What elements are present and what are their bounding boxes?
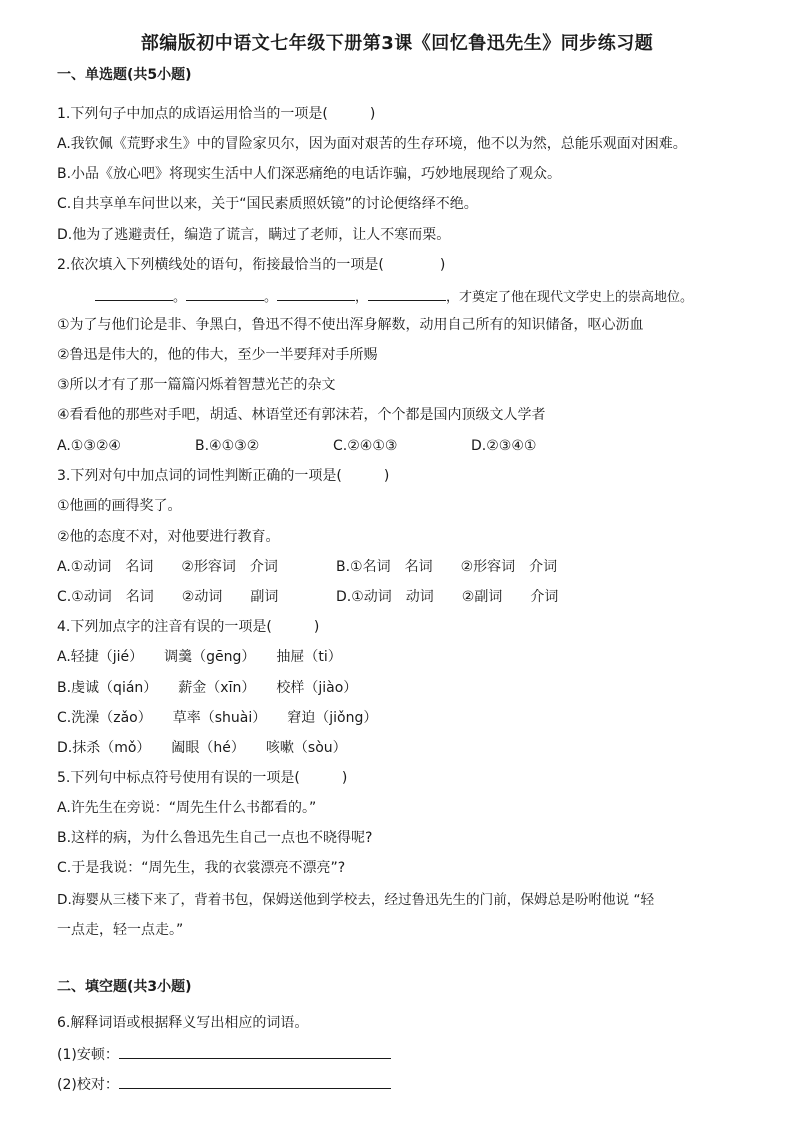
question-3-option-b: B.①名词 名词 ②形容词 介词 [336, 559, 558, 575]
question-5-option-b: B.这样的病，为什么鲁迅先生自己一点也不晓得呢? [57, 830, 373, 846]
question-2-option-c: C.②④①③ [333, 438, 398, 454]
question-6-item-2 [57, 1074, 391, 1094]
answer-blank[interactable] [186, 286, 264, 301]
question-5-option-a: A.许先生在旁说：“周先生什么书都看的。” [57, 800, 317, 816]
question-2-sentence-1: ①为了与他们论是非、争黑白，鲁迅不得不使出浑身解数，动用自己所有的知识储备，呕心沥血 [57, 317, 644, 333]
section-heading-fill-in: 二、填空题(共3小题) [57, 979, 192, 995]
question-3-option-d: D.①动词 动词 ②副词 介词 [336, 589, 559, 605]
question-6-item-1 [57, 1044, 391, 1064]
blank-separator: 。 [173, 290, 187, 305]
answer-blank[interactable] [95, 286, 173, 301]
question-2-stem: 2.依次填入下列横线处的语句，衔接最恰当的一项是( ) [57, 257, 446, 273]
question-4-stem: 4.下列加点字的注音有误的一项是( ) [57, 619, 320, 635]
question-5-stem: 5.下列句中标点符号使用有误的一项是( ) [57, 770, 348, 786]
question-3-option-a: A.①动词 名词 ②形容词 介词 [57, 559, 278, 575]
question-1-option-b: B.小品《放心吧》将现实生活中人们深恶痛绝的电话诈骗，巧妙地展现给了观众。 [57, 166, 562, 182]
page-title: 部编版初中语文七年级下册第3课《回忆鲁迅先生》同步练习题 [140, 33, 654, 54]
question-2-sentence-4: ④看看他的那些对手吧，胡适、林语堂还有郭沫若，个个都是国内顶级文人学者 [57, 407, 546, 423]
question-4-option-a: A.轻捷（jié） 调羹（gēng） 抽屉（ti） [57, 649, 342, 665]
answer-blank[interactable] [277, 286, 355, 301]
item-label: (2)校对： [57, 1077, 119, 1093]
fill-line-tail: ，才奠定了他在现代文学史上的崇高地位。 [446, 290, 694, 305]
answer-blank[interactable] [119, 1044, 391, 1059]
answer-blank[interactable] [368, 286, 446, 301]
question-2-fill-line [95, 286, 693, 307]
blank-separator: 。 [264, 290, 278, 305]
question-3-sentence-1: ①他画的画得奖了。 [57, 498, 182, 514]
question-2-option-b: B.④①③② [195, 438, 260, 454]
question-2-option-d: D.②③④① [471, 438, 537, 454]
question-3-sentence-2: ②他的态度不对，对他要进行教育。 [57, 529, 280, 545]
question-4-option-d: D.抹杀（mǒ） 阖眼（hé） 咳嗽（sòu） [57, 740, 347, 756]
question-4-option-c: C.洗澡（zǎo） 草率（shuài） 窘迫（jiǒng） [57, 710, 378, 726]
question-1-option-a: A.我钦佩《荒野求生》中的冒险家贝尔，因为面对艰苦的生存环境，他不以为然，总能乐观面对困难。 [57, 136, 687, 152]
question-2-option-a: A.①③②④ [57, 438, 121, 454]
section-heading-single-choice: 一、单选题(共5小题) [57, 67, 192, 83]
blank-separator: ， [355, 290, 369, 305]
question-4-option-b: B.虔诚（qián） 薪金（xīn） 校样（jiào） [57, 680, 358, 696]
question-5-option-c: C.于是我说：“周先生，我的衣裳漂亮不漂亮”? [57, 860, 346, 876]
question-2-sentence-2: ②鲁迅是伟大的，他的伟大，至少一半要拜对手所赐 [57, 347, 378, 363]
question-5-option-d-line-1: D.海婴从三楼下来了，背着书包，保姆送他到学校去，经过鲁迅先生的门前，保姆总是吩咐他说 “轻 [57, 892, 655, 908]
question-5-option-d-line-2: 一点走，轻一点走。” [57, 922, 184, 938]
question-1-option-d: D.他为了逃避责任，编造了谎言，瞒过了老师，让人不寒而栗。 [57, 227, 451, 243]
answer-blank[interactable] [119, 1074, 391, 1089]
question-3-stem: 3.下列对句中加点词的词性判断正确的一项是( ) [57, 468, 390, 484]
question-1-option-c: C.自共享单车问世以来，关于“国民素质照妖镜”的讨论便络绎不绝。 [57, 196, 478, 212]
question-2-sentence-3: ③所以才有了那一篇篇闪烁着智慧光芒的杂文 [57, 377, 336, 393]
question-6-stem: 6.解释词语或根据释义写出相应的词语。 [57, 1015, 309, 1031]
question-3-option-c: C.①动词 名词 ②动词 副词 [57, 589, 279, 605]
question-1-stem: 1.下列句子中加点的成语运用恰当的一项是( ) [57, 106, 376, 122]
item-label: (1)安顿： [57, 1047, 119, 1063]
